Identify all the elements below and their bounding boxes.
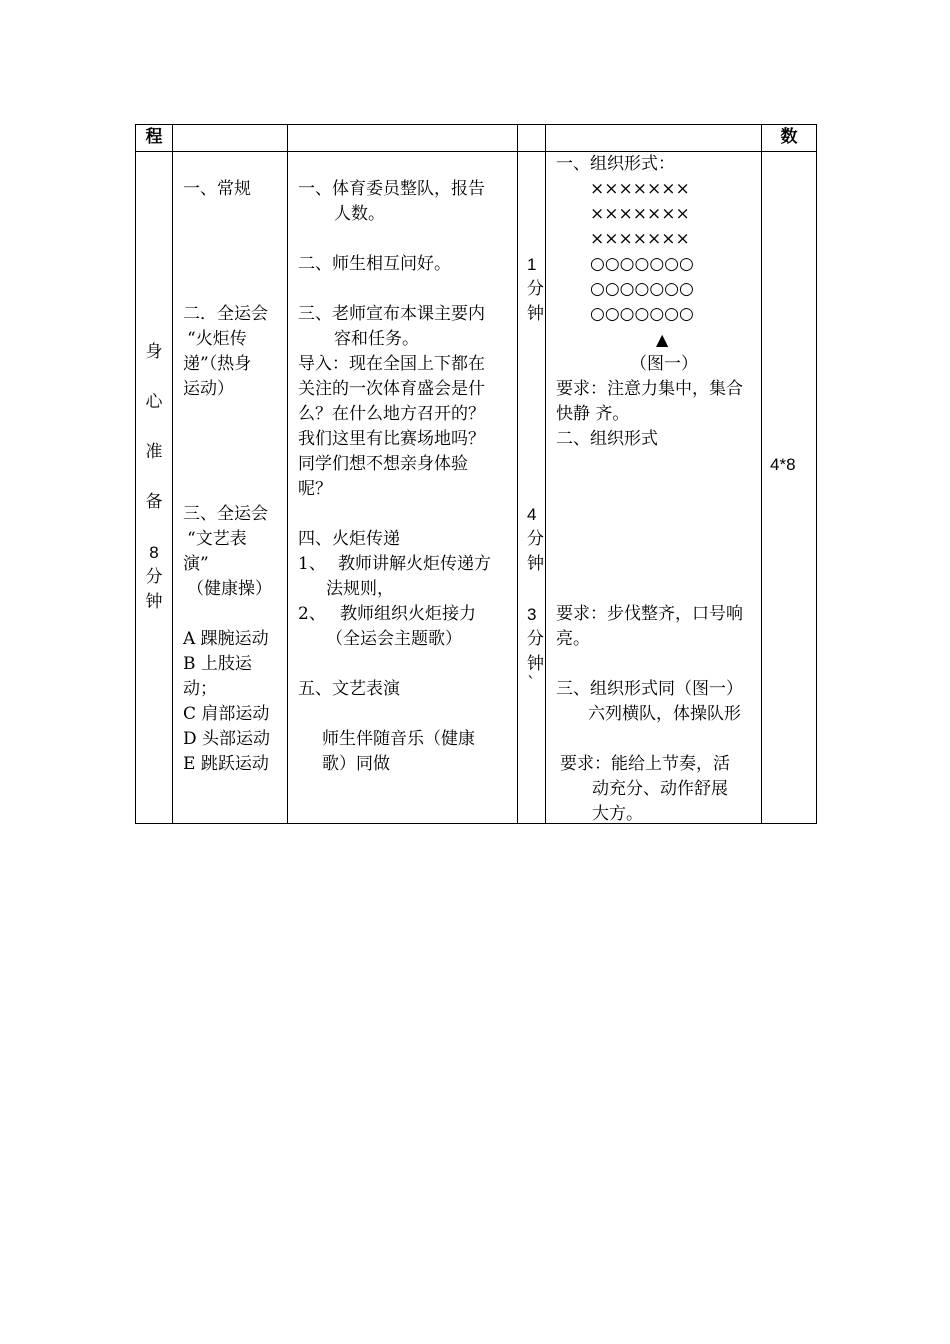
list-number: 2、	[298, 604, 326, 624]
activity-line: 歌）同做	[322, 754, 390, 774]
exercise-item: B 上肢运	[183, 654, 252, 674]
activity-line: 同学们想不想亲身体验	[298, 454, 468, 474]
activity-line: 容和任务。	[334, 329, 419, 349]
activity-line: 教师组织火炬接力	[340, 604, 476, 624]
activity-line: 么？在什么地方召开的？	[298, 404, 485, 424]
org-line: 快静 齐。	[556, 404, 630, 424]
header-empty-cell	[518, 125, 546, 152]
content-line: 递”（热身	[183, 354, 252, 374]
time-value: 3	[527, 605, 537, 624]
formation-row-circle: ○○○○○○○	[590, 279, 694, 299]
stage-unit: 分	[145, 567, 163, 587]
content-line: （健康操）	[187, 579, 272, 599]
header-row	[136, 125, 817, 152]
content-line: “火炬传	[187, 329, 247, 349]
content-line: 运动）	[183, 379, 234, 399]
formation-row-x: ×××××××	[590, 229, 690, 249]
org-line: 大方。	[592, 804, 643, 824]
org-line: 亮。	[556, 629, 590, 649]
header-empty-cell	[173, 125, 288, 152]
exercise-item: E 跳跃运动	[183, 754, 269, 774]
org-line: 要求：能给上节奏，活	[560, 754, 730, 774]
activity-line: 关注的一次体育盛会是什	[298, 379, 485, 399]
lesson-plan-table	[135, 124, 817, 824]
exercise-item: 动；	[183, 679, 217, 699]
activity-line: 师生伴随音乐（健康	[322, 729, 475, 749]
activity-line: 人数。	[334, 204, 385, 224]
content-line: 演”	[183, 554, 209, 574]
stage-cell	[136, 152, 173, 824]
formation-row-circle: ○○○○○○○	[590, 254, 694, 274]
org-line: 要求：步伐整齐，口号响	[556, 604, 743, 624]
exercise-item: C 肩部运动	[183, 704, 270, 724]
activity-line: 呢？	[298, 479, 332, 499]
activity-line: 一、体育委员整队，报告	[298, 179, 485, 199]
content-line: 二．全运会	[183, 304, 268, 324]
header-count-cell: 数	[762, 125, 817, 152]
stage-char: 备	[145, 492, 163, 512]
time-unit: 分	[527, 529, 544, 549]
time-unit: 分	[527, 629, 544, 649]
time-cell	[518, 152, 546, 824]
exercise-item: A 踝腕运动	[183, 629, 269, 649]
warmup-row	[136, 152, 817, 824]
activity-line: 二、师生相互问好。	[298, 254, 451, 274]
activity-line: 三、老师宣布本课主要内	[298, 304, 485, 324]
org-line: 二、组织形式	[556, 429, 658, 449]
activity-line: 我们这里有比赛场地吗？	[298, 429, 485, 449]
org-line: 一、组织形式：	[556, 154, 675, 174]
formation-row-x: ×××××××	[590, 179, 690, 199]
formation-row-circle: ○○○○○○○	[590, 304, 694, 324]
time-unit: 钟	[527, 304, 544, 324]
org-line: 三、组织形式同（图一）	[556, 679, 743, 699]
org-line: 要求：注意力集中，集合	[556, 379, 743, 399]
activity-line: 教师讲解火炬传递方	[338, 554, 491, 574]
figure-caption: （图一）	[630, 354, 698, 374]
activity-line: （全运会主题歌）	[326, 629, 462, 649]
time-unit: 钟	[527, 554, 544, 574]
header-empty-cell	[288, 125, 518, 152]
time-unit: 分	[527, 279, 544, 299]
time-value: 4	[527, 505, 537, 524]
activity-line: 五、文艺表演	[298, 679, 400, 699]
time-mark: `	[527, 674, 536, 694]
activity-line: 四、火炬传递	[298, 529, 400, 549]
content-line: 三、全运会	[183, 504, 268, 524]
teacher-triangle-icon: ▲	[656, 330, 669, 349]
time-unit: 钟	[527, 654, 544, 674]
activity-line: 法规则，	[326, 579, 394, 599]
time-value: 1	[527, 255, 537, 274]
exercise-item: D 头部运动	[183, 729, 271, 749]
count-cell	[762, 152, 817, 824]
org-line: 动充分、动作舒展	[592, 779, 728, 799]
teacher-activity-cell	[288, 152, 518, 824]
header-process-cell: 程	[136, 125, 173, 152]
activity-line: 导入：现在全国上下都在	[298, 354, 485, 374]
stage-unit: 钟	[145, 592, 163, 612]
header-empty-cell	[546, 125, 762, 152]
content-line: “文艺表	[187, 529, 247, 549]
list-number: 1、	[298, 554, 326, 574]
stage-char: 心	[145, 392, 163, 412]
content-routine: 一、常规	[183, 179, 251, 199]
stage-minutes: 8	[149, 543, 159, 562]
stage-char: 身	[145, 342, 163, 362]
content-cell	[173, 152, 288, 824]
organization-cell	[546, 152, 762, 824]
formation-row-x: ×××××××	[590, 204, 690, 224]
count-value: 4*8	[770, 455, 796, 474]
stage-char: 准	[145, 442, 163, 462]
org-line: 六列横队，体操队形	[588, 704, 741, 724]
